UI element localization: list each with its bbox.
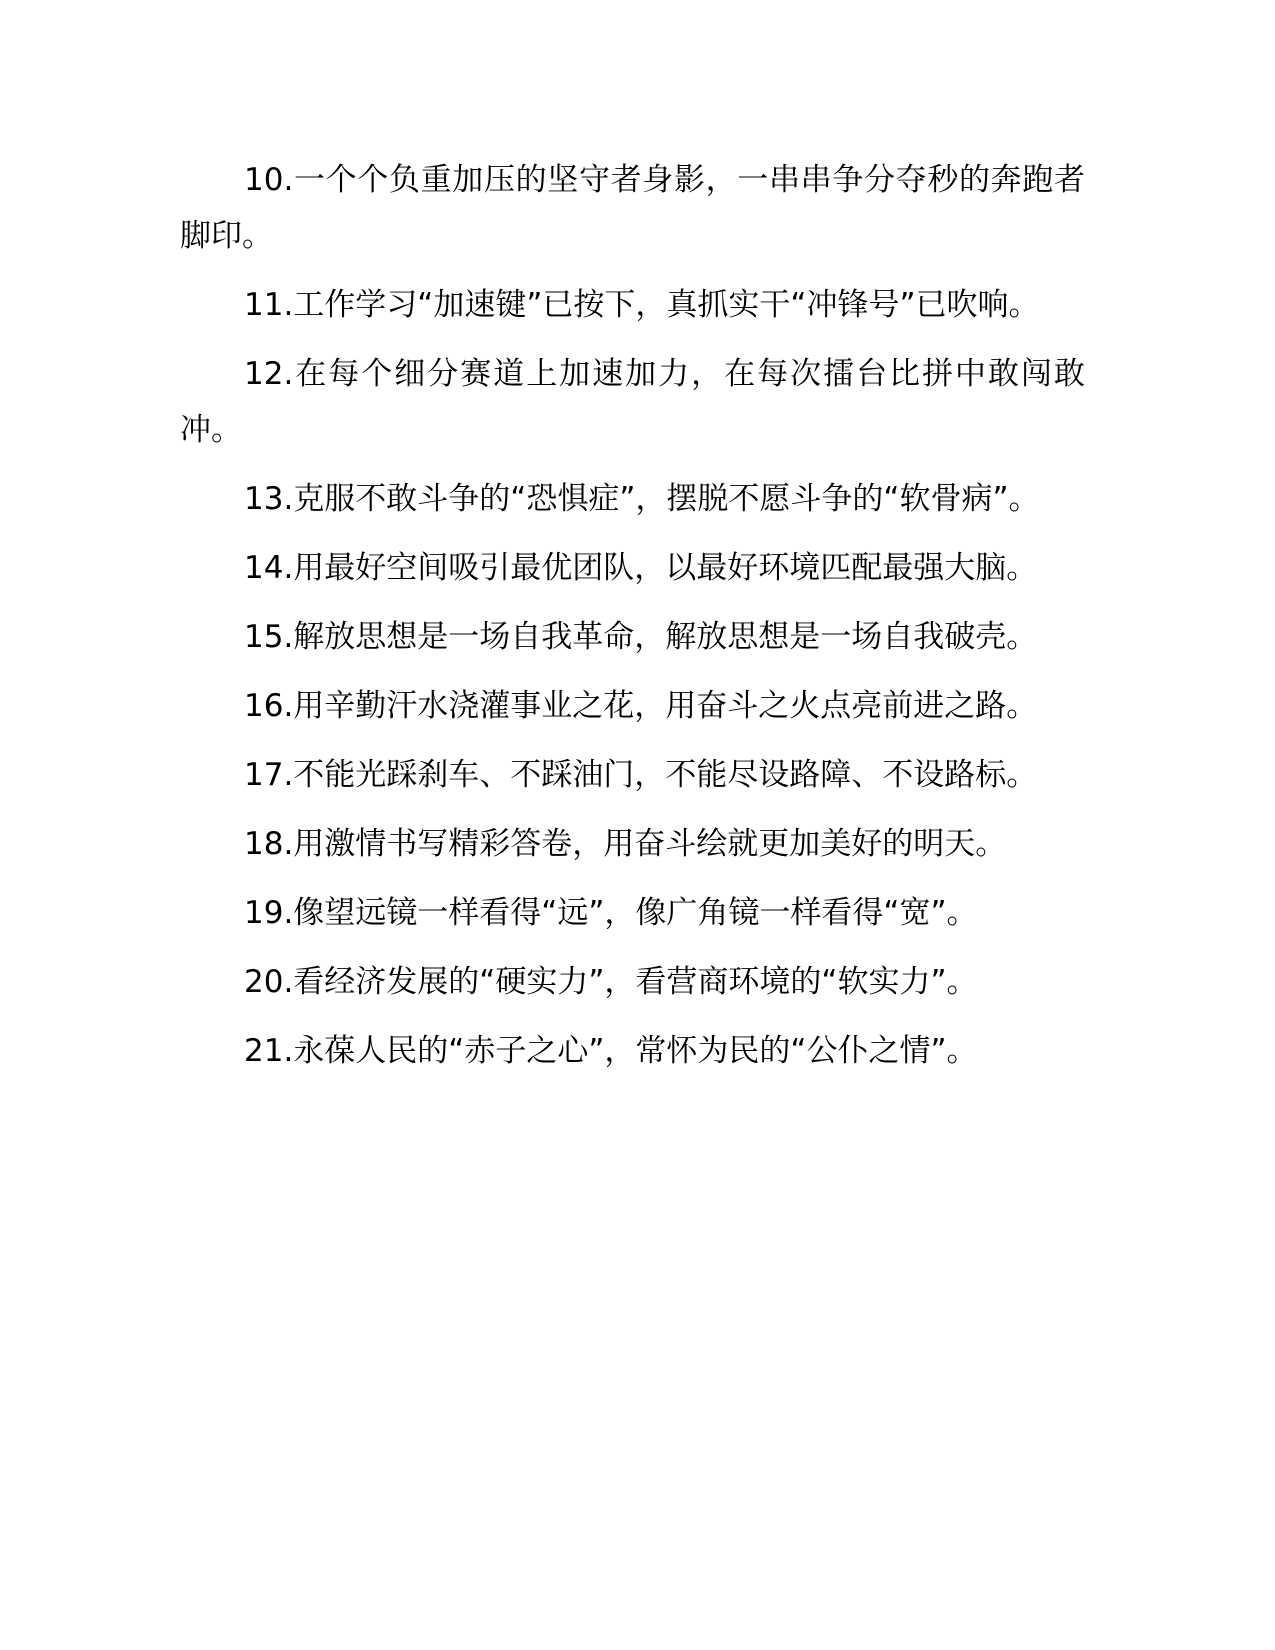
paragraph-14: 14.用最好空间吸引最优团队，以最好环境匹配最强大脑。: [244, 550, 1038, 586]
paragraph-19: 19.像望远镜一样看得“远”，像广角镜一样看得“宽”。: [244, 895, 978, 931]
paragraph-17: 17.不能光踩刹车、不踩油门，不能尽设路障、不设路标。: [244, 757, 1038, 793]
document-body: [180, 152, 1085, 1092]
paragraph-21: 21.永葆人民的“赤子之心”，常怀为民的“公仆之情”。: [244, 1033, 978, 1069]
paragraph-13: 13.克服不敢斗争的“恐惧症”，摆脱不愿斗争的“软骨病”。: [244, 481, 1040, 517]
paragraph-10: 10.一个个负重加压的坚守者身影，一串串争分夺秒的奔跑者脚印。: [180, 162, 1085, 254]
paragraph-12: 12.在每个细分赛道上加速加力，在每次擂台比拼中敢闯敢冲。: [180, 356, 1085, 448]
paragraph-20: 20.看经济发展的“硬实力”，看营商环境的“软实力”。: [244, 964, 978, 1000]
paragraph-15: 15.解放思想是一场自我革命，解放思想是一场自我破壳。: [244, 619, 1038, 655]
paragraph-16: 16.用辛勤汗水浇灌事业之花，用奋斗之火点亮前进之路。: [244, 688, 1038, 724]
paragraph-11: 11.工作学习“加速键”已按下，真抓实干“冲锋号”已吹响。: [244, 287, 1040, 323]
paragraph-18: 18.用激情书写精彩答卷，用奋斗绘就更加美好的明天。: [244, 826, 1007, 862]
